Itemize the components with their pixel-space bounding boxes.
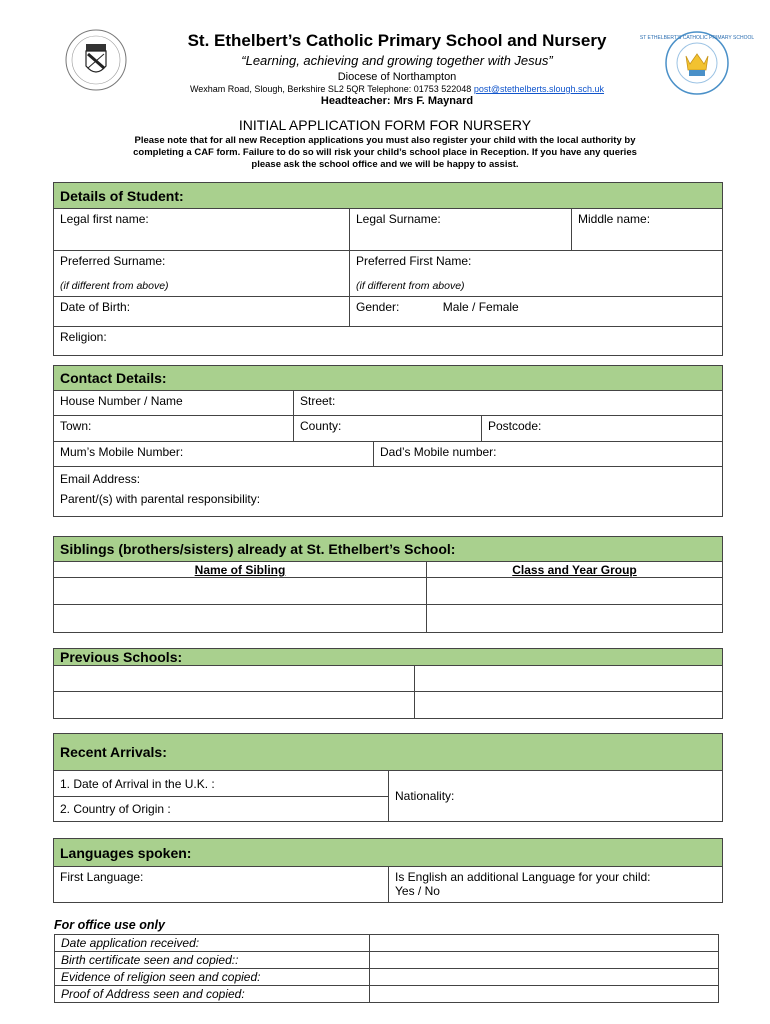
- office-row-label: Evidence of religion seen and copied:: [55, 969, 370, 986]
- headteacher: Headteacher: Mrs F. Maynard: [320, 95, 474, 107]
- office-row-label: Date application received:: [55, 935, 370, 952]
- sibling-class-cell[interactable]: [427, 605, 723, 633]
- school-email-link[interactable]: post@stethelberts.slough.sch.uk: [473, 84, 605, 94]
- previous-school-cell[interactable]: [415, 692, 723, 719]
- previous-school-cell[interactable]: [415, 666, 723, 692]
- house-number-field[interactable]: House Number / Name: [54, 391, 294, 416]
- siblings-heading: Siblings (brothers/sisters) already at St. Ethelbert’s School:: [54, 537, 723, 562]
- eal-field[interactable]: Is English an additional Language for your child: Yes / No: [389, 867, 723, 903]
- student-heading: Details of Student:: [54, 183, 723, 209]
- preferred-surname-field[interactable]: Preferred Surname: (if different from above): [54, 251, 350, 297]
- office-row-value[interactable]: [370, 986, 719, 1003]
- recent-arrivals-heading: Recent Arrivals:: [54, 734, 723, 771]
- sibling-name-header: Name of Sibling: [54, 562, 427, 578]
- legal-surname-field[interactable]: Legal Surname:: [350, 209, 572, 251]
- sibling-class-cell[interactable]: [427, 578, 723, 605]
- languages-heading: Languages spoken:: [54, 839, 723, 867]
- recent-arrivals-table: [53, 733, 723, 822]
- sibling-name-cell[interactable]: [54, 578, 427, 605]
- form-note: Please note that for all new Reception applications you must also register your child with the local authority by completing a CAF form. Failure to do so will risk your child’s school place in Reception. If you have any queries please ask the school office and we will be happy to assist.: [133, 135, 637, 170]
- dad-mobile-field[interactable]: Dad’s Mobile number:: [374, 442, 723, 467]
- postcode-field[interactable]: Postcode:: [482, 416, 723, 442]
- office-row-value[interactable]: [370, 969, 719, 986]
- office-row-value[interactable]: [370, 935, 719, 952]
- school-name: St. Ethelbert’s Catholic Primary School and Nursery: [187, 31, 607, 50]
- office-use-table: [54, 934, 719, 1003]
- contact-heading: Contact Details:: [54, 366, 723, 391]
- middle-name-field[interactable]: Middle name:: [572, 209, 723, 251]
- diocese: Diocese of Northampton: [337, 71, 457, 83]
- date-of-birth-field[interactable]: Date of Birth:: [54, 297, 350, 327]
- siblings-table: [53, 536, 723, 633]
- form-title: INITIAL APPLICATION FORM FOR NURSERY: [238, 117, 532, 133]
- languages-table: [53, 838, 723, 903]
- office-use-heading: For office use only: [54, 918, 165, 932]
- first-language-field[interactable]: First Language:: [54, 867, 389, 903]
- previous-school-cell[interactable]: [54, 666, 415, 692]
- previous-school-cell[interactable]: [54, 692, 415, 719]
- round-logo-text: ST ETHELBERT’S CATHOLIC PRIMARY SCHOOL: [639, 35, 755, 41]
- preferred-first-name-field[interactable]: Preferred First Name: (if different from above): [350, 251, 723, 297]
- office-row-label: Birth certificate seen and copied::: [55, 952, 370, 969]
- country-of-origin-field[interactable]: 2. Country of Origin :: [54, 797, 389, 822]
- gender-options: Male / Female: [442, 300, 519, 314]
- sibling-class-header: Class and Year Group: [427, 562, 723, 578]
- county-field[interactable]: County:: [294, 416, 482, 442]
- legal-first-name-field[interactable]: Legal first name:: [54, 209, 350, 251]
- school-motto: “Learning, achieving and growing together with Jesus”: [241, 53, 553, 68]
- religion-field[interactable]: Religion:: [54, 327, 723, 356]
- previous-schools-table: [53, 648, 723, 719]
- mum-mobile-field[interactable]: Mum’s Mobile Number:: [54, 442, 374, 467]
- email-parents-field[interactable]: Email Address: Parent/(s) with parental responsibility:: [54, 467, 723, 517]
- nationality-field[interactable]: Nationality:: [389, 771, 723, 822]
- date-of-arrival-field[interactable]: 1. Date of Arrival in the U.K. :: [54, 771, 389, 797]
- school-address: Wexham Road, Slough, Berkshire SL2 5QR Telephone: 01753 522048: [189, 84, 472, 94]
- student-details-table: [53, 182, 723, 356]
- previous-schools-heading: Previous Schools:: [54, 649, 723, 666]
- school-crest-logo: [64, 28, 128, 92]
- sibling-name-cell[interactable]: [54, 605, 427, 633]
- town-field[interactable]: Town:: [54, 416, 294, 442]
- contact-details-table: [53, 365, 723, 517]
- street-field[interactable]: Street:: [294, 391, 723, 416]
- gender-field[interactable]: Gender: Male / Female: [350, 297, 723, 327]
- office-row-value[interactable]: [370, 952, 719, 969]
- school-round-logo: [639, 30, 755, 96]
- office-row-label: Proof of Address seen and copied:: [55, 986, 370, 1003]
